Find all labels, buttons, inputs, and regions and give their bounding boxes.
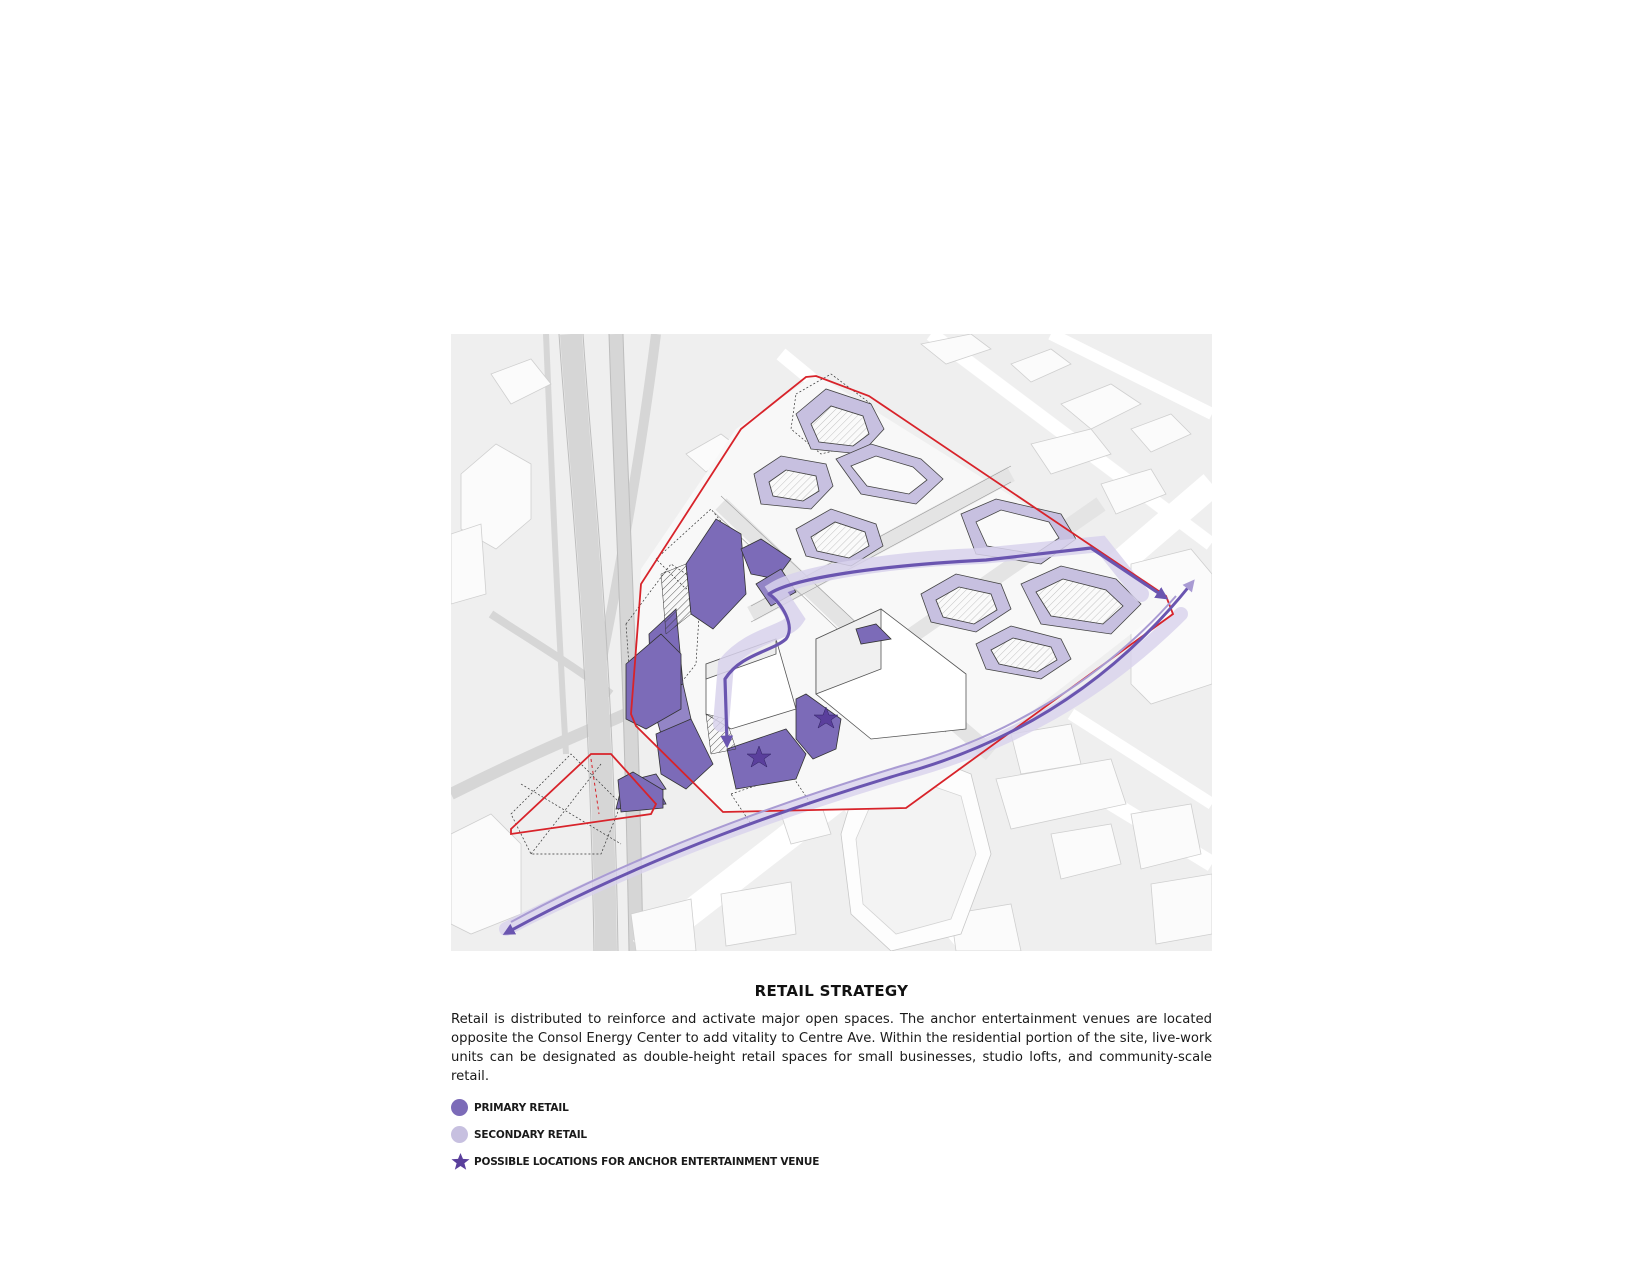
legend-label-primary: PRIMARY RETAIL [474, 1101, 569, 1114]
primary-retail-circle-icon [451, 1099, 468, 1116]
legend [451, 1094, 1212, 1175]
site-axonometric-map [451, 334, 1212, 951]
caption-body: Retail is distributed to reinforce and activate major open spaces. The anchor entertainment venues are located opposite the Consol Energy Center to add vitality to Centre Ave. Within the residential portion of the site, live-work units can be designated as double-height retail spaces for small businesses, studio lofts, and community-scale retail. [451, 1012, 1212, 1084]
secondary-retail-circle-icon [451, 1126, 468, 1143]
legend-item-anchor [451, 1148, 1212, 1175]
legend-item-secondary [451, 1121, 1212, 1148]
legend-item-primary [451, 1094, 1212, 1121]
legend-label-secondary: SECONDARY RETAIL [474, 1128, 587, 1141]
star-icon [451, 1152, 470, 1171]
caption-block [451, 982, 1212, 1175]
caption-title: RETAIL STRATEGY [754, 982, 909, 1000]
legend-label-anchor: POSSIBLE LOCATIONS FOR ANCHOR ENTERTAINMENT VENUE [474, 1155, 820, 1168]
